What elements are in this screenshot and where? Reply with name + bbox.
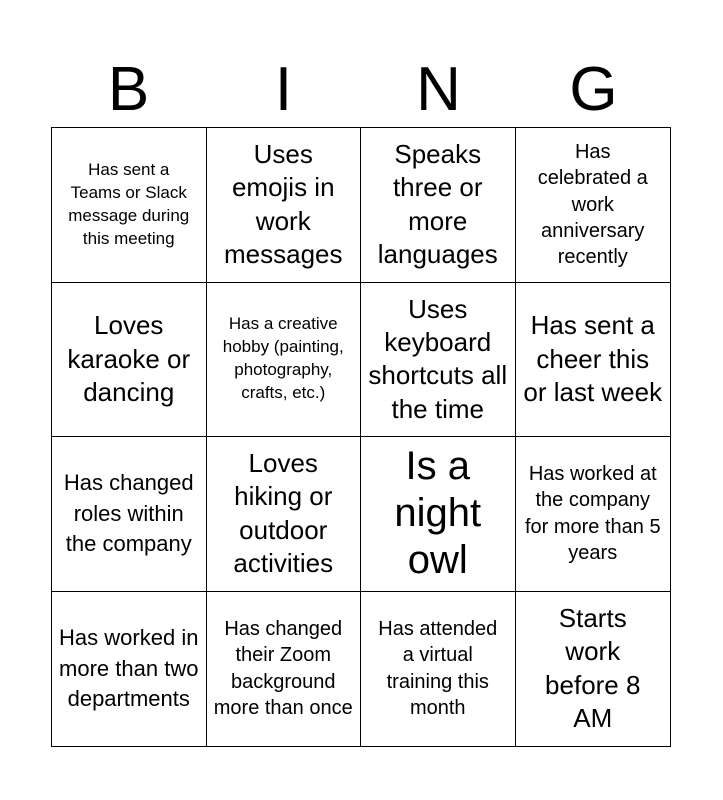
header-letter-b: B [107, 55, 150, 124]
bingo-cell[interactable]: Loves hiking or outdoor activities [207, 437, 362, 592]
bingo-cell[interactable]: Is a night owl [361, 437, 516, 592]
bingo-cell[interactable]: Starts work before 8 AM [545, 603, 641, 734]
header-letter-g: G [569, 55, 618, 124]
bingo-cell[interactable]: Uses emojis in work messages [207, 128, 362, 283]
bingo-header [51, 54, 671, 126]
bingo-cell[interactable]: Uses keyboard shortcuts all the time [361, 283, 516, 438]
bingo-cell[interactable]: Has a creative hobby (painting, photography, crafts, etc.) [207, 283, 362, 438]
bingo-grid [51, 127, 671, 747]
bingo-cell[interactable]: Has changed their Zoom background more than once [207, 592, 362, 747]
bingo-cell[interactable]: Has sent a Teams or Slack message during this meeting [52, 128, 207, 283]
bingo-cell[interactable]: Speaks three or more languages [361, 128, 516, 283]
bingo-cell[interactable]: Has worked at the company for more than 5 years [516, 437, 671, 592]
bingo-cell[interactable]: Has celebrated a work anniversary recently [516, 128, 671, 283]
header-letter-n: N [416, 55, 461, 124]
bingo-cell[interactable]: Has worked in more than two departments [52, 592, 207, 747]
bingo-cell[interactable]: Has sent a cheer this or last week [516, 283, 671, 438]
bingo-cell[interactable]: Has attended a virtual training this month [361, 592, 516, 747]
header-letter-i: I [274, 55, 293, 124]
bingo-cell[interactable]: Has changed roles within the company [52, 437, 207, 592]
bingo-cell[interactable]: Loves karaoke or dancing [52, 283, 207, 438]
